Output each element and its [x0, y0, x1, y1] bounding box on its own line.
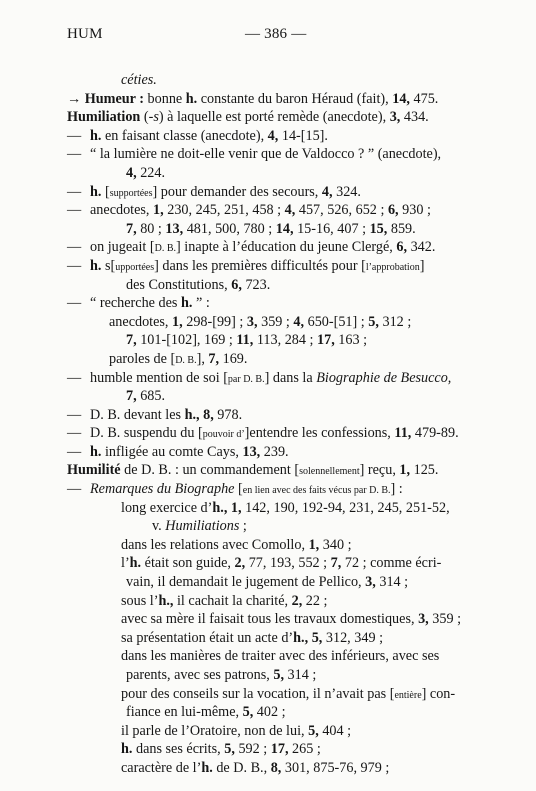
- bold-term: 7,: [330, 555, 342, 572]
- entry-text: ] dans les premières difficultés pour [: [154, 257, 366, 274]
- entry-text: de D. B.,: [212, 759, 271, 776]
- entry-text: 359 ;: [428, 611, 462, 628]
- index-line: [67, 480, 477, 499]
- entry-text: 723.: [241, 276, 271, 293]
- bold-term: 1,: [153, 202, 164, 219]
- entry-dash: —: [67, 257, 82, 274]
- bold-term: Humilité: [67, 462, 121, 479]
- editorial-insert: l’approbation: [365, 261, 420, 273]
- bold-term: h.,: [293, 629, 309, 646]
- index-line: [67, 666, 477, 685]
- entry-dash: —: [67, 295, 82, 312]
- bold-term: 5,: [308, 722, 319, 739]
- bold-term: h.: [90, 257, 102, 274]
- entry-text: [: [234, 481, 243, 498]
- editorial-insert: par D. B.: [227, 373, 265, 385]
- bold-term: 7,: [126, 388, 137, 405]
- running-header-left: HUM: [67, 26, 103, 42]
- entry-text: 265 ;: [288, 741, 321, 758]
- index-line: [67, 406, 477, 425]
- bold-term: → Humeur :: [67, 90, 144, 107]
- entry-text: pour des conseils sur la vocation, il n’avait pas [: [121, 685, 395, 702]
- entry-text: anecdotes,: [109, 313, 173, 330]
- entry-text: 14-[15].: [278, 127, 328, 144]
- entry-text: 324.: [332, 183, 361, 200]
- editorial-insert: solennellement: [299, 466, 360, 478]
- entry-text: 101-[102], 169 ;: [136, 332, 237, 349]
- entry-dash: —: [67, 202, 82, 219]
- editorial-insert: D. B.: [154, 243, 177, 255]
- index-line: [67, 313, 477, 332]
- bold-term: 17,: [317, 332, 335, 349]
- entry-dash: —: [67, 406, 82, 423]
- entry-text: en faisant classe (anecdote),: [101, 127, 268, 144]
- bold-term: 5,: [273, 667, 284, 683]
- index-line: [67, 387, 477, 406]
- index-line: [67, 536, 477, 555]
- entry-text: 125.: [410, 462, 439, 479]
- index-line: [67, 461, 477, 480]
- italic-term: Humiliations: [165, 518, 240, 535]
- entry-dash: —: [67, 443, 82, 460]
- bold-term: 7,: [126, 332, 137, 349]
- entry-text: ],: [196, 350, 209, 367]
- page-number: — 386 —: [245, 26, 307, 42]
- entry-text: 314 ;: [375, 574, 409, 591]
- bold-term: 7,: [208, 350, 220, 367]
- index-body: [67, 71, 477, 778]
- entry-text: 142, 190, 192-94, 231, 245, 251-52,: [241, 499, 450, 516]
- entry-text: 301, 875-76, 979 ;: [281, 759, 390, 776]
- bold-term: 17,: [270, 741, 289, 758]
- entry-text: 481, 500, 780 ;: [183, 220, 276, 237]
- bold-term: 7,: [126, 220, 137, 237]
- index-line: [67, 685, 477, 704]
- entry-dash: —: [67, 127, 82, 144]
- entry-text: 342.: [407, 239, 436, 256]
- entry-text: 224.: [136, 164, 166, 181]
- entry-text: parents, avec ses patrons,: [126, 667, 274, 683]
- italic-term: Remarques du Biographe: [90, 481, 235, 498]
- index-line: [67, 592, 477, 611]
- index-line: [67, 164, 477, 183]
- index-line: [67, 276, 477, 295]
- index-line: [67, 517, 477, 536]
- bold-term: 8,: [270, 759, 282, 776]
- entry-text: 434.: [400, 109, 429, 126]
- bold-term: 1,: [399, 462, 411, 479]
- italic-term: -s: [148, 109, 159, 126]
- entry-text: ] dans la: [264, 369, 317, 386]
- editorial-insert: en lien avec des faits vécus par D. B.: [242, 485, 391, 497]
- bold-term: Humiliation: [67, 109, 141, 126]
- entry-text: paroles de [: [109, 350, 176, 367]
- index-line: [67, 759, 477, 778]
- entry-text: ] inapte à l’éducation du jeune Clergé,: [176, 239, 397, 256]
- entry-text: ] pour demander des secours,: [152, 183, 322, 200]
- index-line: [67, 573, 477, 592]
- bold-term: h.: [90, 127, 102, 144]
- bold-term: 15,: [369, 220, 388, 237]
- index-line: [67, 350, 477, 369]
- index-line: [67, 220, 477, 239]
- bold-term: h.,: [158, 592, 174, 609]
- index-line: [67, 369, 477, 388]
- entry-text: dans les manières de traiter avec des inférieurs, avec ses: [121, 648, 440, 665]
- entry-text: 314 ;: [283, 667, 317, 683]
- index-line: [67, 145, 477, 164]
- entry-text: [: [101, 183, 110, 200]
- bold-term: 5,: [224, 741, 235, 758]
- bold-term: 6,: [396, 239, 408, 256]
- entry-text: des Constitutions,: [126, 276, 232, 293]
- entry-text: ] reçu,: [359, 462, 400, 479]
- bold-term: 14,: [392, 90, 410, 107]
- bold-term: 6,: [231, 276, 242, 293]
- index-line: [67, 443, 477, 462]
- bold-term: 2,: [234, 555, 246, 572]
- italic-term: Biographie de Besucco,: [316, 369, 452, 386]
- entry-text: 169.: [219, 350, 248, 367]
- bold-term: 1,: [172, 313, 183, 330]
- editorial-insert: pouvoir d’: [202, 429, 245, 441]
- bold-term: 3,: [246, 313, 258, 330]
- index-line: [67, 201, 477, 220]
- entry-text: était son guide,: [141, 555, 235, 572]
- index-line: [67, 424, 477, 443]
- entry-text: l’: [121, 555, 130, 572]
- index-line: [67, 499, 477, 518]
- index-line: [67, 108, 477, 127]
- entry-text: il parle de l’Oratoire, non de lui,: [121, 722, 309, 739]
- index-line: [67, 90, 477, 109]
- bold-term: h.: [201, 759, 213, 776]
- entry-text: 163 ;: [334, 332, 368, 349]
- entry-text: 457, 526, 652 ;: [295, 202, 388, 219]
- entry-text: 930 ;: [398, 202, 431, 219]
- bold-term: 11,: [236, 332, 254, 349]
- entry-dash: —: [67, 481, 82, 498]
- entry-text: humble mention de soi [: [90, 369, 228, 386]
- editorial-insert: supportées: [109, 187, 153, 199]
- entry-text: ] con-: [421, 685, 456, 702]
- bold-term: 1,: [230, 499, 242, 516]
- entry-text: 475.: [409, 90, 439, 107]
- entry-text: ) à laquelle est porté remède (anecdote),: [158, 109, 390, 126]
- entry-text: vain, il demandait le jugement de Pellico,: [126, 574, 366, 591]
- entry-text: 77, 193, 552 ;: [245, 555, 331, 572]
- bold-term: 2,: [291, 592, 303, 609]
- bold-term: h.,: [212, 499, 228, 516]
- entry-text: long exercice d’: [121, 499, 213, 516]
- entry-text: bonne: [143, 90, 186, 107]
- entry-text: “ recherche des: [90, 295, 181, 312]
- bold-term: 3,: [365, 574, 376, 591]
- bold-term: 8,: [203, 406, 214, 423]
- entry-dash: —: [67, 425, 82, 442]
- bold-term: 13,: [165, 220, 184, 237]
- entry-text: dans ses écrits,: [132, 741, 225, 758]
- entry-text: 113, 284 ;: [253, 332, 318, 349]
- entry-text: fiance en lui-même,: [126, 704, 243, 721]
- entry-text: 22 ;: [302, 592, 328, 609]
- bold-term: 3,: [418, 611, 429, 628]
- bold-term: h.: [129, 555, 142, 572]
- entry-text: ]entendre les confessions,: [244, 425, 395, 442]
- bold-term: h.,: [184, 406, 200, 423]
- entry-text: on jugeait [: [90, 239, 155, 256]
- bold-term: 4,: [321, 183, 333, 200]
- entry-text: (: [140, 109, 149, 126]
- bold-term: 5,: [311, 629, 323, 646]
- entry-text: ” :: [192, 295, 210, 312]
- index-line: [67, 183, 477, 202]
- bold-term: h.: [90, 183, 102, 200]
- entry-dash: —: [67, 183, 82, 200]
- entry-text: 312, 349 ;: [322, 629, 384, 646]
- bold-term: 4,: [293, 313, 305, 330]
- editorial-insert: D. B.: [175, 354, 197, 366]
- entry-text: 15-16, 407 ;: [293, 220, 370, 237]
- index-line: [67, 703, 477, 722]
- entry-dash: —: [67, 369, 82, 386]
- entry-text: avec sa mère il faisait tous les travaux domestiques,: [121, 611, 419, 628]
- entry-text: ;: [239, 518, 247, 535]
- entry-dash: —: [67, 146, 82, 163]
- entry-text: anecdotes,: [90, 202, 154, 219]
- bold-term: 4,: [126, 164, 137, 181]
- index-line: [67, 294, 477, 313]
- index-line: [67, 71, 477, 90]
- bold-term: 3,: [389, 109, 401, 126]
- entry-text: D. B. suspendu du [: [90, 425, 203, 442]
- bold-term: h.: [185, 90, 198, 107]
- bold-term: 1,: [308, 536, 320, 553]
- index-line: [67, 238, 477, 257]
- index-line: [67, 722, 477, 741]
- bold-term: 4,: [284, 202, 296, 219]
- entry-text: D. B. devant les: [90, 406, 185, 423]
- entry-text: 80 ;: [136, 220, 166, 237]
- editorial-insert: entière: [394, 689, 422, 701]
- bold-term: h.: [180, 295, 193, 312]
- index-line: [67, 610, 477, 629]
- bold-term: 6,: [387, 202, 399, 219]
- bold-term: 14,: [275, 220, 294, 237]
- entry-text: ]: [419, 257, 425, 274]
- entry-text: de D. B. : un commandement [: [120, 462, 300, 479]
- entry-text: 859.: [387, 220, 416, 237]
- bold-term: h.: [90, 443, 102, 460]
- entry-text: 650-[51] ;: [304, 313, 369, 330]
- bold-term: 5,: [242, 704, 254, 721]
- entry-text: s[: [101, 257, 116, 274]
- entry-text: infligée au comte Cays,: [101, 443, 243, 460]
- entry-text: sa présentation était un acte d’: [121, 629, 294, 646]
- entry-text: 239.: [260, 443, 289, 460]
- entry-text: constante du baron Héraud (fait),: [197, 90, 393, 107]
- bold-term: 5,: [368, 313, 379, 330]
- entry-text: 340 ;: [319, 536, 352, 553]
- entry-text: 298-[99] ;: [182, 313, 247, 330]
- index-line: [67, 127, 477, 146]
- entry-text: 404 ;: [318, 722, 352, 739]
- entry-text: 479-89.: [411, 425, 459, 442]
- entry-text: 72 ; comme écri-: [341, 555, 442, 572]
- entry-text: v.: [152, 518, 166, 535]
- index-line: [67, 629, 477, 648]
- entry-text: 592 ;: [234, 741, 271, 758]
- index-line: [67, 257, 477, 276]
- italic-term: céties.: [121, 72, 157, 88]
- index-line: [67, 647, 477, 666]
- bold-term: 13,: [242, 443, 261, 460]
- entry-text: “ la lumière ne doit-elle venir que de Valdocco ? ” (anecdote),: [90, 146, 442, 163]
- bold-term: 4,: [267, 127, 279, 144]
- entry-text: sous l’: [121, 592, 159, 609]
- entry-dash: —: [67, 239, 82, 256]
- entry-text: 978.: [213, 406, 243, 423]
- entry-text: ] :: [390, 481, 403, 498]
- entry-text: 312 ;: [378, 313, 412, 330]
- entry-text: dans les relations avec Comollo,: [121, 536, 309, 553]
- entry-text: 359 ;: [257, 313, 294, 330]
- entry-text: il cachait la charité,: [173, 592, 292, 609]
- bold-term: h.: [121, 741, 133, 758]
- bold-term: 11,: [394, 425, 412, 442]
- index-line: [67, 331, 477, 350]
- entry-text: 402 ;: [253, 704, 286, 721]
- entry-text: 230, 245, 251, 458 ;: [163, 202, 285, 219]
- index-line: [67, 554, 477, 573]
- editorial-insert: upportées: [115, 261, 155, 273]
- entry-text: 685.: [136, 388, 166, 405]
- index-line: [67, 740, 477, 759]
- entry-text: caractère de l’: [121, 759, 202, 776]
